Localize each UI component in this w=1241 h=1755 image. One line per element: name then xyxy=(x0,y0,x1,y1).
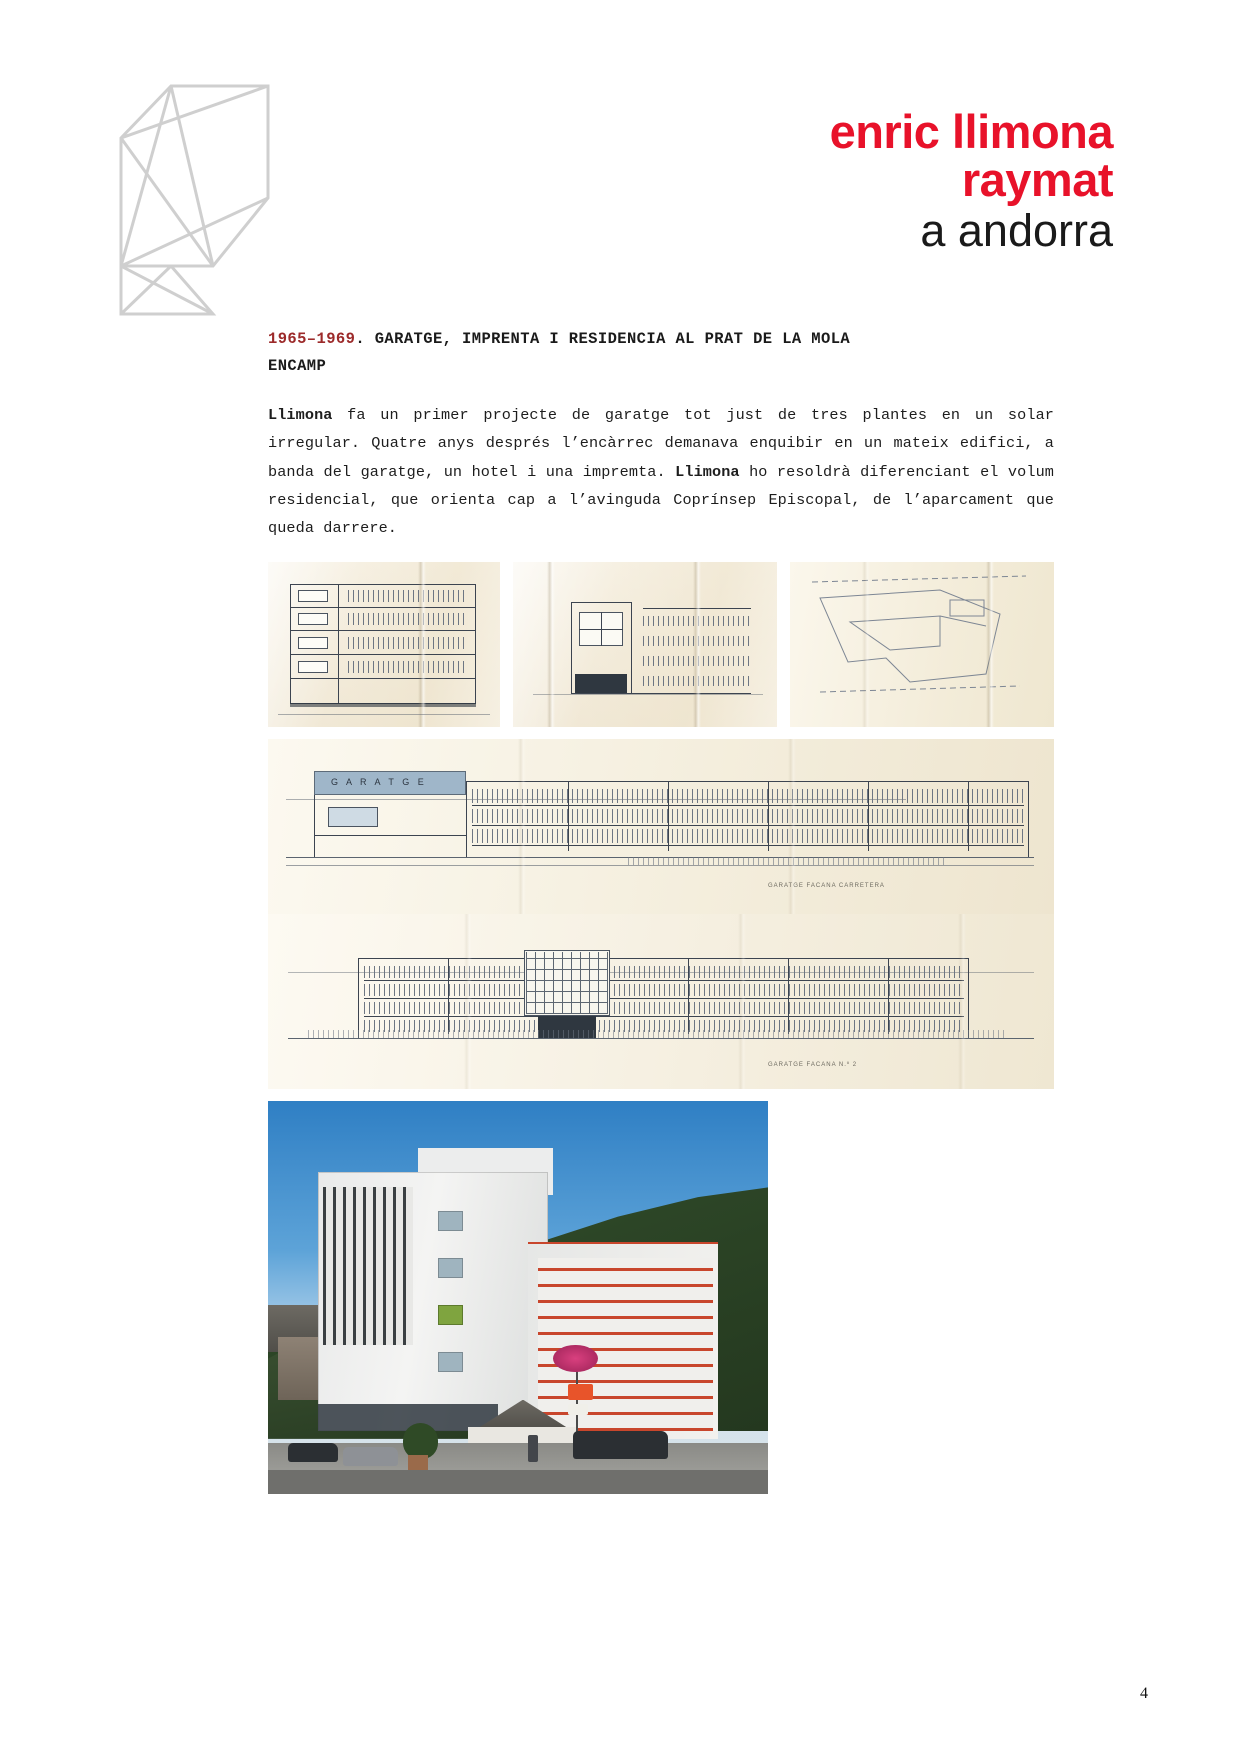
figure-4-note: GARATGE FACANA CARRETERA xyxy=(768,882,885,889)
document-title xyxy=(829,105,1113,256)
hexagon-monogram-logo xyxy=(113,78,276,322)
figure-1-corner-elevation xyxy=(268,562,500,727)
figure-5-long-elevation-parking xyxy=(268,914,1054,1089)
body-paragraph xyxy=(268,401,1054,542)
page-number: 4 xyxy=(1140,1685,1148,1702)
emphasis-name: Llimona xyxy=(675,462,740,481)
title-line-2: raymat xyxy=(961,152,1113,206)
paragraph-part-1: fa un primer projecte de garatge tot just de tres plantes en un solar irregular. Quatre anys després l’encàrrec demanava enquibir en un mateix edifici, a banda del garatge, un hotel i una impremta. xyxy=(268,406,1054,481)
document-body xyxy=(268,326,1054,1494)
section-heading xyxy=(268,326,1054,379)
figure-6-building-photograph xyxy=(268,1101,768,1494)
page-header xyxy=(0,0,1241,330)
pedestrian-figure xyxy=(528,1435,538,1463)
lead-name: Llimona xyxy=(268,406,333,425)
figure-4-long-elevation-garatge xyxy=(268,739,1054,914)
title-line-1: enric llimona xyxy=(829,105,1113,158)
garatge-sign-label: G A R A T G E xyxy=(331,776,427,787)
section-title-second-line: ENCAMP xyxy=(268,356,327,375)
figure-2-front-elevation xyxy=(513,562,777,727)
section-title-rest: . GARATGE, IMPRENTA I RESIDENCIA AL PRAT DE LA MOLA xyxy=(355,330,851,348)
garatge-sign-board xyxy=(314,771,466,795)
figure-row-top xyxy=(268,562,1054,727)
paragraph-part-2: ho resoldrà diferenciant el volum residencial, que orienta cap a l’avinguda Coprínsep Episcopal, de l’aparcament que queda darrere. xyxy=(268,462,1054,537)
title-line-3: a andorra xyxy=(920,204,1113,256)
figure-5-note: GARATGE FACANA N.º 2 xyxy=(768,1061,858,1068)
section-years: 1965–1969 xyxy=(268,330,356,348)
figure-3-site-plan xyxy=(790,562,1054,727)
